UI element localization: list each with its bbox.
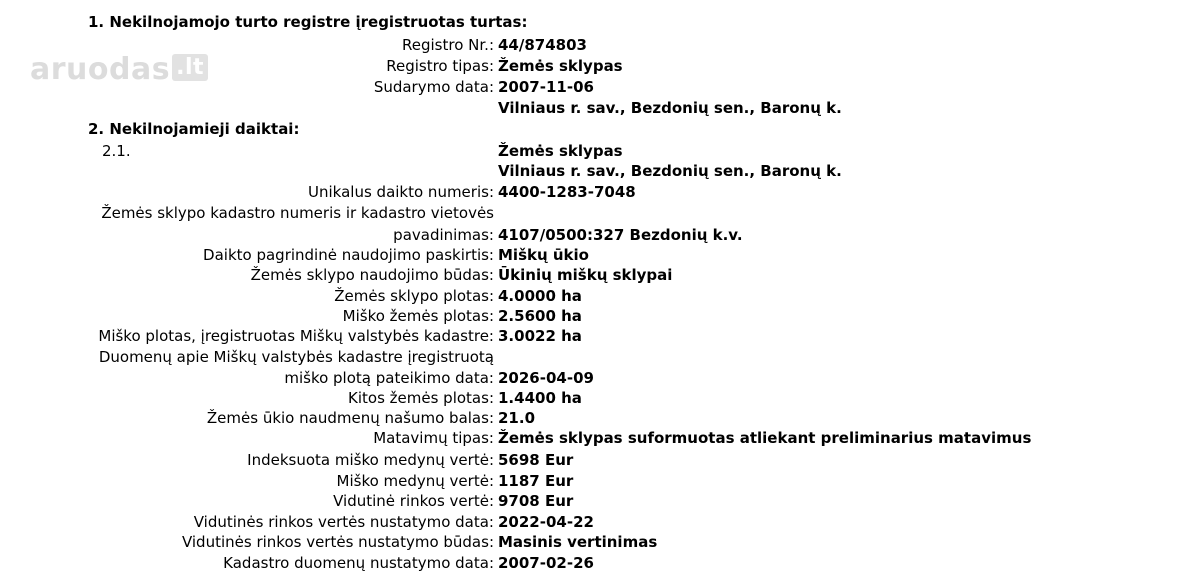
nasumo-balas-label: Žemės ūkio naudmenų našumo balas: <box>206 409 494 427</box>
registro-nr-value: 44/874803 <box>498 36 587 54</box>
rinkos-vertes-data-value: 2022-04-22 <box>498 513 594 531</box>
medynu-verte-label: Miško medynų vertė: <box>336 472 494 490</box>
registro-tipas-label: Registro tipas: <box>386 57 494 75</box>
kitos-zemes-plotas-label: Kitos žemės plotas: <box>348 389 494 407</box>
item-number: 2.1. <box>102 142 131 160</box>
sudarymo-data-value: 2007-11-06 <box>498 78 594 96</box>
naudojimo-budas-value: Ūkinių miškų sklypai <box>498 266 673 284</box>
kadastro-duomenu-data-label: Kadastro duomenų nustatymo data: <box>223 554 494 572</box>
nasumo-balas-value: 21.0 <box>498 409 536 427</box>
registro-nr-label: Registro Nr.: <box>402 36 494 54</box>
kadastro-numeris-value: 4107/0500:327 Bezdonių k.v. <box>498 226 743 244</box>
medynu-verte-value: 1187 Eur <box>498 472 574 490</box>
sklypo-plotas-label: Žemės sklypo plotas: <box>334 287 494 305</box>
watermark-text: aruodas <box>30 52 171 87</box>
paskirtis-value: Miškų ūkio <box>498 246 589 264</box>
misko-zemes-plotas-value: 2.5600 ha <box>498 307 582 325</box>
unikalus-numeris-label: Unikalus daikto numeris: <box>308 183 494 201</box>
misko-plotas-kadastre-label: Miško plotas, įregistruotas Miškų valstybės kadastre: <box>98 327 494 345</box>
matavimu-tipas-value: Žemės sklypas suformuotas atliekant preliminarius matavimus <box>498 429 1032 447</box>
kadastro-numeris-label-line2: pavadinimas: <box>393 226 494 244</box>
naudojimo-budas-label: Žemės sklypo naudojimo būdas: <box>250 266 494 284</box>
rinkos-verte-value: 9708 Eur <box>498 492 574 510</box>
sklypo-plotas-value: 4.0000 ha <box>498 287 582 305</box>
duomenu-pateikimo-value: 2026-04-09 <box>498 369 594 387</box>
section1-address-value: Vilniaus r. sav., Bezdonių sen., Baronų k. <box>498 99 842 117</box>
section1-title: 1. Nekilnojamojo turto registre įregistruotas turtas: <box>88 13 528 31</box>
rinkos-vertes-budas-value: Masinis vertinimas <box>498 533 658 551</box>
rinkos-vertes-budas-label: Vidutinės rinkos vertės nustatymo būdas: <box>181 533 494 551</box>
sudarymo-data-label: Sudarymo data: <box>373 78 494 96</box>
rinkos-verte-label: Vidutinė rinkos vertė: <box>333 492 494 510</box>
aruodas-watermark-logo <box>30 52 208 87</box>
section2-title: 2. Nekilnojamieji daiktai: <box>88 120 300 138</box>
kitos-zemes-plotas-value: 1.4400 ha <box>498 389 582 407</box>
misko-zemes-plotas-label: Miško žemės plotas: <box>342 307 494 325</box>
duomenu-pateikimo-label-line2: miško plotą pateikimo data: <box>284 369 494 387</box>
unikalus-numeris-value: 4400-1283-7048 <box>498 183 636 201</box>
kadastro-numeris-label-line1: Žemės sklypo kadastro numeris ir kadastro vietovės <box>101 204 494 222</box>
misko-plotas-kadastre-value: 3.0022 ha <box>498 327 582 345</box>
indeksuota-verte-value: 5698 Eur <box>498 451 574 469</box>
registro-tipas-value: Žemės sklypas <box>498 57 623 75</box>
item-type-value: Žemės sklypas <box>498 142 623 160</box>
kadastro-duomenu-data-value: 2007-02-26 <box>498 554 594 572</box>
watermark-tld: .lt <box>172 54 208 81</box>
paskirtis-label: Daikto pagrindinė naudojimo paskirtis: <box>203 246 494 264</box>
duomenu-pateikimo-label-line1: Duomenų apie Miškų valstybės kadastre įregistruotą <box>98 348 494 366</box>
indeksuota-verte-label: Indeksuota miško medynų vertė: <box>247 451 494 469</box>
matavimu-tipas-label: Matavimų tipas: <box>373 429 494 447</box>
rinkos-vertes-data-label: Vidutinės rinkos vertės nustatymo data: <box>193 513 494 531</box>
item-address-value: Vilniaus r. sav., Bezdonių sen., Baronų k. <box>498 162 842 180</box>
